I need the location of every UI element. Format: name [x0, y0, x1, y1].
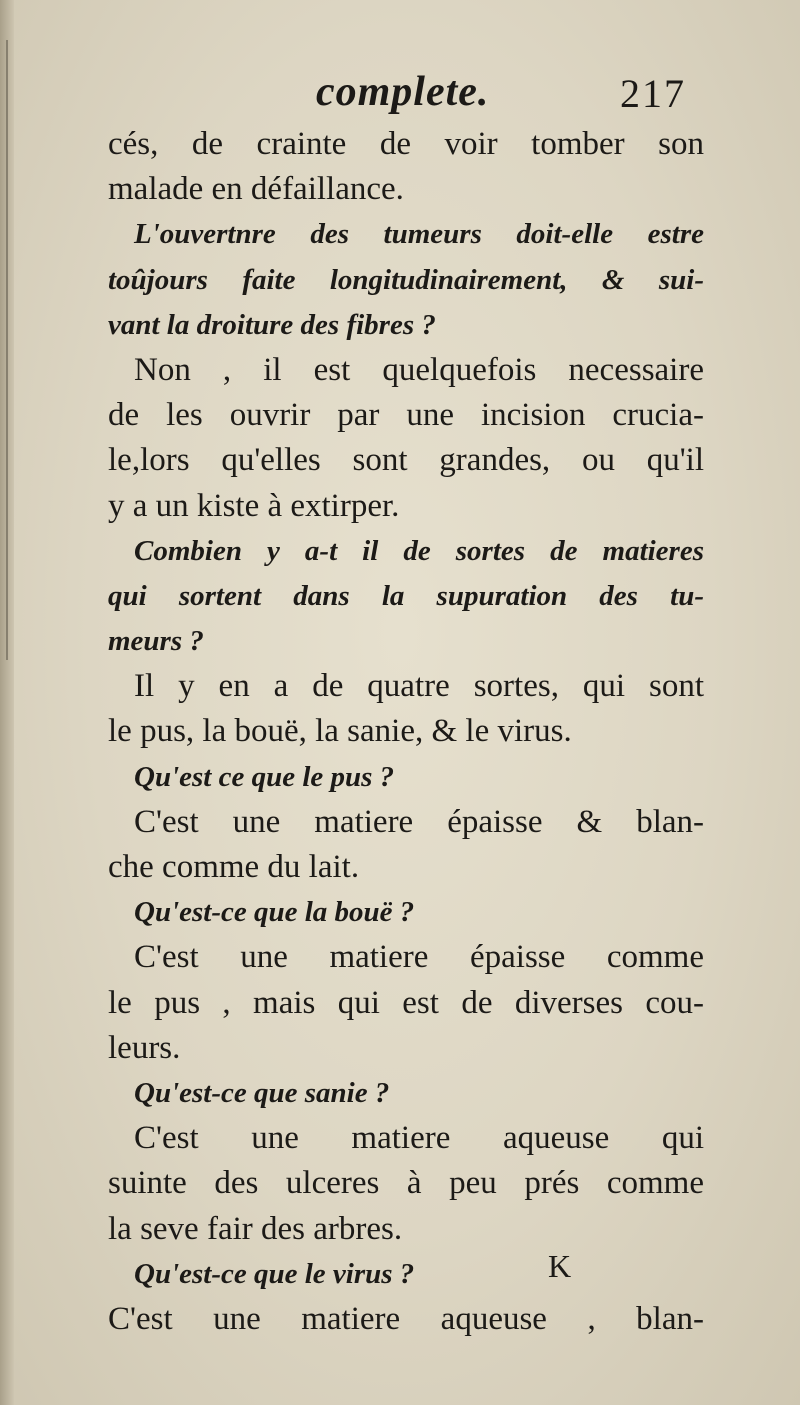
- text-line: de les ouvrir par une incision crucia-: [108, 397, 704, 434]
- text-line: le pus , mais qui est de diverses cou-: [108, 984, 704, 1021]
- question-line: Qu'est-ce que sanie ?: [134, 1076, 390, 1109]
- text-line: C'est une matiere épaisse comme: [134, 939, 704, 976]
- question-line: Combien y a-t il de sortes de matieres: [134, 534, 704, 567]
- question-line: vant la droiture des fibres ?: [108, 308, 436, 341]
- text-line: malade en défaillance.: [108, 171, 404, 208]
- text-line: che comme du lait.: [108, 849, 360, 885]
- question-line: meurs ?: [108, 625, 204, 658]
- signature-mark: K: [548, 1248, 573, 1284]
- text-line: cés, de crainte de voir tomber son: [108, 126, 704, 162]
- running-title: complete.: [316, 69, 490, 115]
- text-line: y a un kiste à extirper.: [108, 487, 400, 524]
- page-header: [0, 62, 800, 122]
- question-line: qui sortent dans la supuration des tu-: [108, 579, 704, 612]
- body-text: [108, 122, 704, 1342]
- question-line: Qu'est-ce que la bouë ?: [134, 896, 415, 929]
- text-line: leurs.: [108, 1029, 181, 1066]
- text-line: suinte des ulceres à peu prés comme: [108, 1165, 704, 1202]
- text-line: Il y en a de quatre sortes, qui sont: [134, 668, 704, 705]
- question-line: toûjours faite longitudinairement, & sui-: [108, 263, 704, 296]
- text-line: C'est une matiere aqueuse qui: [134, 1120, 704, 1157]
- text-line: le pus, la bouë, la sanie, & le virus.: [108, 713, 572, 750]
- text-line: Non , il est quelquefois necessaire: [134, 351, 704, 388]
- gutter-edge-line: [6, 40, 8, 660]
- text-line: C'est une matiere aqueuse , blan-: [108, 1300, 704, 1337]
- text-line: la seve fair des arbres.: [108, 1210, 403, 1247]
- question-line: Qu'est ce que le pus ?: [134, 760, 395, 793]
- question-line: L'ouvertnre des tumeurs doit-elle estre: [134, 218, 704, 251]
- page-gutter: [0, 0, 14, 1405]
- text-line: C'est une matiere épaisse & blan-: [134, 803, 704, 840]
- text-line: le,lors qu'elles sont grandes, ou qu'il: [108, 442, 704, 479]
- question-line: Qu'est-ce que le virus ?: [134, 1257, 415, 1290]
- page-number: 217: [620, 71, 686, 116]
